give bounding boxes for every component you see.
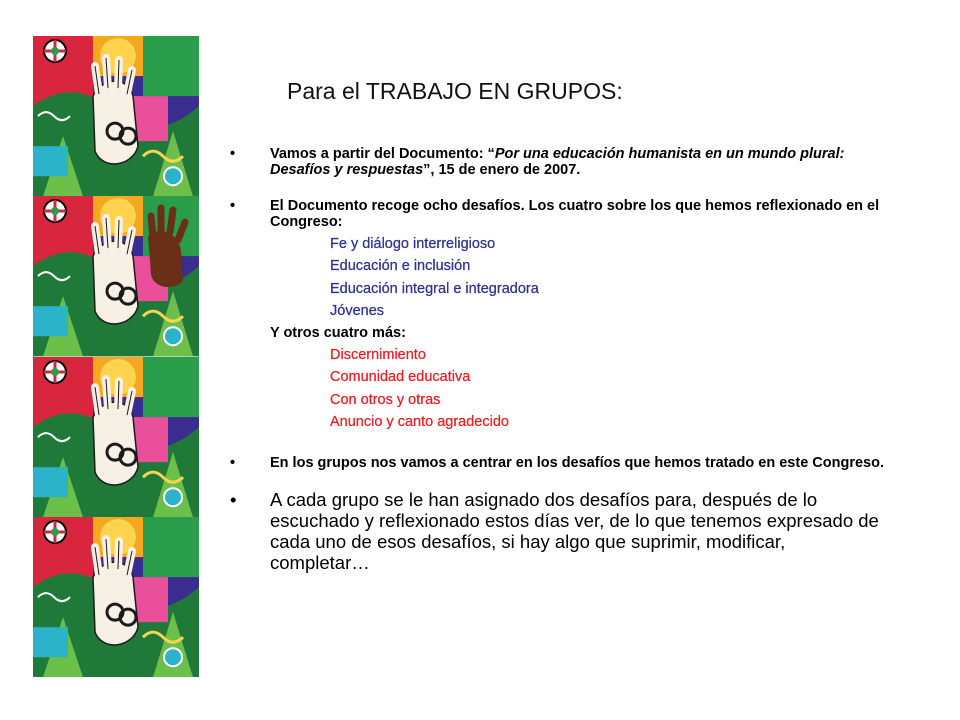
- other-challenges-heading: Y otros cuatro más:: [270, 325, 406, 342]
- list-item: Fe y diálogo interreligioso: [330, 236, 496, 252]
- list-item: Discernimiento: [330, 347, 426, 364]
- art-panel: [33, 196, 199, 356]
- slide-content: [230, 146, 890, 573]
- bullet-text: A cada grupo se le han asignado dos desafíos para, después de lo escuchado y reflexionado estos días ver, de lo que tenemos expresado de cada uno de esos desafíos, si hay algo que suprimir, modificar, completar…: [270, 489, 879, 574]
- slide-title: Para el TRABAJO EN GRUPOS:: [287, 78, 623, 104]
- art-panel: [33, 36, 199, 196]
- list-item: Comunidad educativa: [330, 369, 471, 386]
- list-item: Educación integral e integradora: [330, 280, 539, 297]
- challenge-list-other: [230, 344, 890, 433]
- bullet-dot: •: [230, 146, 236, 162]
- bullet-document-reference: [230, 146, 890, 178]
- art-panel: [33, 357, 199, 517]
- list-item: Con otros y otras: [330, 391, 441, 408]
- bullet-dot: •: [230, 489, 237, 511]
- art-panel: [33, 517, 199, 677]
- bullet-eight-challenges: [230, 198, 890, 230]
- document-title: Por una educación humanista en un mundo plural: Desafíos y respuestas: [270, 146, 845, 178]
- bullet-text-post: ”, 15 de enero de 2007.: [423, 162, 581, 178]
- list-item: Educación e inclusión: [330, 258, 471, 275]
- bullet-dot: •: [230, 455, 236, 472]
- decorative-art-strip: [33, 36, 199, 677]
- bullet-text-pre: Vamos a partir del Documento: “: [270, 146, 495, 162]
- bullet-group-assignment: [230, 489, 890, 573]
- bullet-text: El Documento recoge ocho desafíos. Los cuatro sobre los que hemos reflexionado en el Congreso:: [270, 198, 880, 230]
- challenge-list-congress: [230, 233, 890, 322]
- list-item: Anuncio y canto agradecido: [330, 414, 509, 431]
- list-item: Jóvenes: [330, 302, 385, 319]
- bullet-dot: •: [230, 198, 236, 214]
- bullet-focus-groups: [230, 455, 890, 471]
- bullet-text: En los grupos nos vamos a centrar en los desafíos que hemos tratado en este Congreso.: [270, 455, 884, 472]
